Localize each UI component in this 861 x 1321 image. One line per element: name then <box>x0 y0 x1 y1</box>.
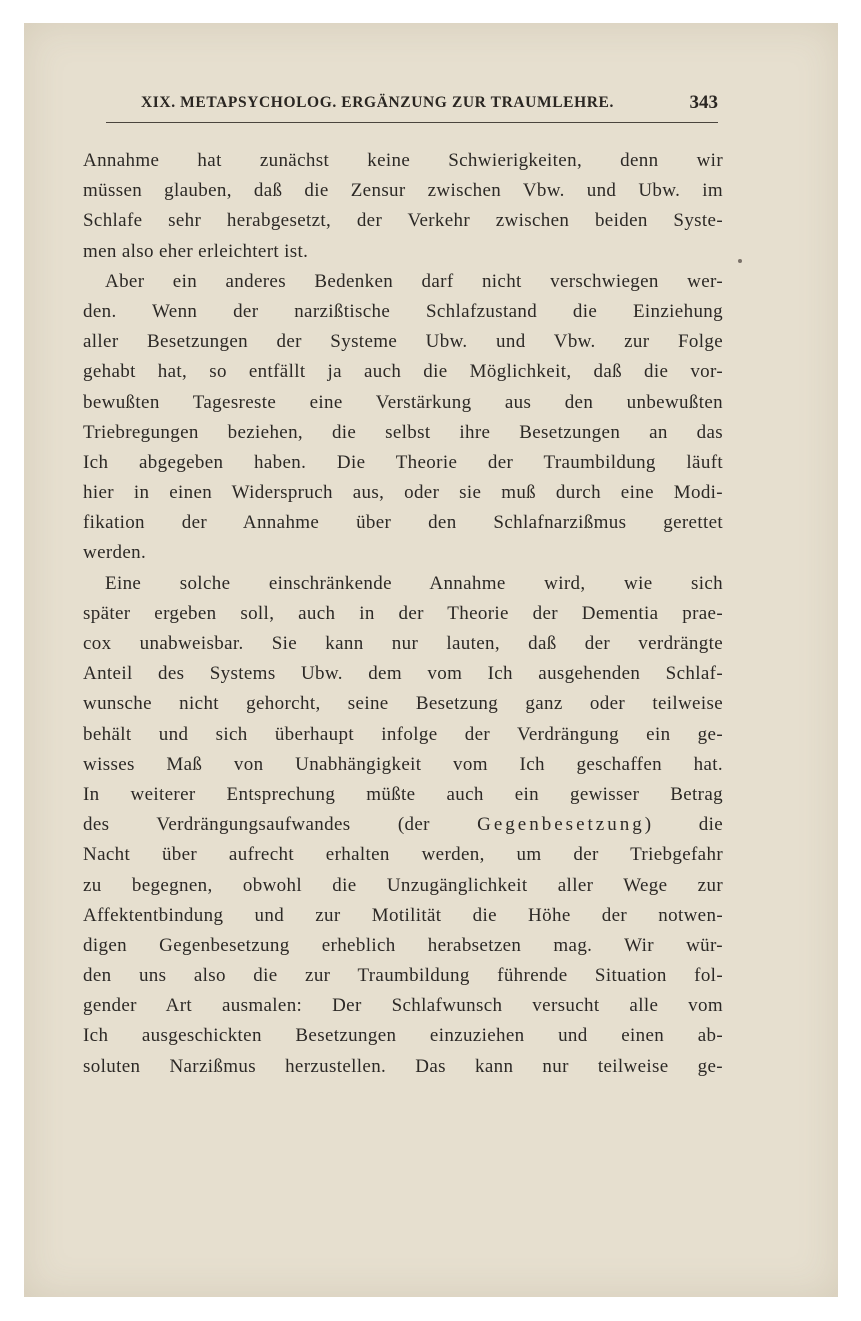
page-number: 343 <box>689 92 718 113</box>
text-line: müssen glauben, daß die Zensur zwischen Vbw. und Ubw. im <box>83 180 723 202</box>
text-line: zu begegnen, obwohl die Unzugänglichkeit aller Wege zur <box>83 874 723 896</box>
text-line: cox unabweisbar. Sie kann nur lauten, daß der verdrängte <box>83 633 723 654</box>
text-line: In weiterer Entsprechung müßte auch ein gewisser Betrag <box>83 783 723 805</box>
running-head: XIX. METAPSYCHOLOG. ERGÄNZUNG ZUR TRAUMLEHRE. <box>141 94 614 111</box>
text-line: Eine solche einschränkende Annahme wird, wie sich <box>105 572 723 594</box>
text-line: Aber ein anderes Bedenken darf nicht verschwiegen wer- <box>105 270 723 292</box>
text-line: Anteil des Systems Ubw. dem vom Ich ausgehenden Schlaf- <box>83 663 723 685</box>
spaced-term: Gegenbesetzung <box>477 814 645 836</box>
text-fragment: ) die <box>644 814 723 836</box>
text-line: Nacht über aufrecht erhalten werden, um der Triebgefahr <box>83 844 723 866</box>
body-text <box>83 146 723 1082</box>
text-line: Triebregungen beziehen, die selbst ihre Besetzungen an das <box>83 421 723 443</box>
text-line: Schlafe sehr herabgesetzt, der Verkehr zwischen beiden Syste- <box>83 210 723 232</box>
text-line: soluten Narzißmus herzustellen. Das kann nur teilweise ge- <box>83 1055 723 1077</box>
book-page <box>24 23 838 1297</box>
text-line: aller Besetzungen der Systeme Ubw. und Vbw. zur Folge <box>83 331 723 353</box>
text-line: digen Gegenbesetzung erheblich herabsetzen mag. Wir wür- <box>83 934 723 956</box>
text-line: gehabt hat, so entfällt ja auch die Möglichkeit, daß die vor- <box>83 361 723 383</box>
text-line: bewußten Tagesreste eine Verstärkung aus den unbewußten <box>83 391 723 413</box>
text-line: wisses Maß von Unabhängigkeit vom Ich geschaffen hat. <box>83 753 723 775</box>
text-line: behält und sich überhaupt infolge der Verdrängung ein ge- <box>83 723 723 745</box>
text-line: werden. <box>83 542 147 564</box>
text-line: men also eher erleichtert ist. <box>83 240 309 262</box>
text-line-spaced <box>83 810 723 840</box>
text-line: fikation der Annahme über den Schlafnarzißmus gerettet <box>83 512 723 534</box>
text-line: später ergeben soll, auch in der Theorie der Dementia prae- <box>83 602 723 624</box>
text-line: Ich ausgeschickten Besetzungen einzuziehen und einen ab- <box>83 1025 723 1047</box>
text-line: gender Art ausmalen: Der Schlafwunsch versucht alle vom <box>83 995 723 1017</box>
text-line: den. Wenn der narzißtische Schlafzustand die Einziehung <box>83 300 723 322</box>
text-line: Annahme hat zunächst keine Schwierigkeiten, denn wir <box>83 150 723 171</box>
paper-speck <box>738 259 742 263</box>
header-rule <box>106 122 718 123</box>
text-line: Ich abgegeben haben. Die Theorie der Traumbildung läuft <box>83 451 723 473</box>
text-line: wunsche nicht gehorcht, seine Besetzung ganz oder teilweise <box>83 693 723 715</box>
text-line: hier in einen Widerspruch aus, oder sie muß durch eine Modi- <box>83 482 723 504</box>
text-line: Affektentbindung und zur Motilität die Höhe der notwen- <box>83 904 723 926</box>
text-line: den uns also die zur Traumbildung führende Situation fol- <box>83 965 723 987</box>
page-header <box>106 94 718 122</box>
text-fragment: des Verdrängungsaufwandes (der <box>83 814 430 836</box>
